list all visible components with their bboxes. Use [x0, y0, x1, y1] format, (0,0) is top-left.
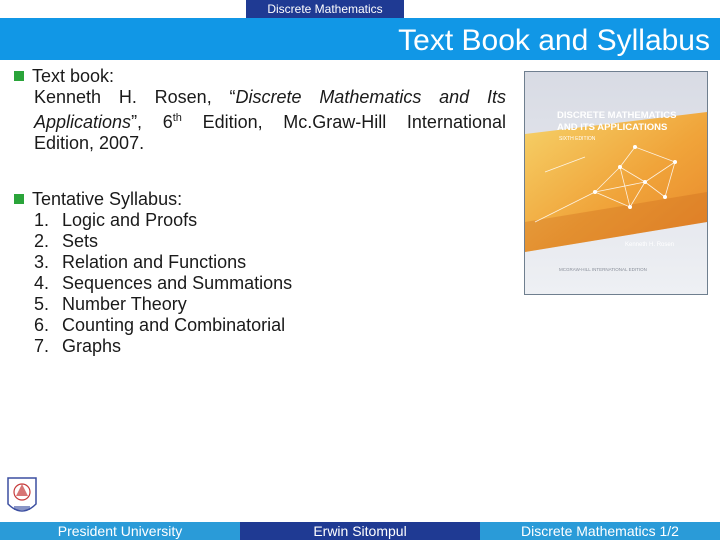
footer-bar	[0, 522, 720, 540]
square-bullet-icon	[14, 194, 24, 204]
syllabus-item-text: Graphs	[62, 336, 122, 356]
square-bullet-icon	[14, 71, 24, 81]
cover-title-line2: AND ITS APPLICATIONS	[557, 122, 668, 133]
textbook-edition-sup: th	[172, 112, 182, 124]
syllabus-item-text: Sequences and Summations	[62, 273, 293, 293]
textbook-title: Discrete Mathematics and Its Applications	[34, 87, 506, 132]
syllabus-label: Tentative Syllabus:	[32, 189, 183, 209]
syllabus-list	[14, 210, 514, 357]
syllabus-item-number: 5.	[34, 294, 50, 314]
university-seal-icon	[4, 474, 40, 520]
syllabus-item-number: 7.	[34, 336, 50, 356]
syllabus-item-text: Relation and Functions	[62, 252, 247, 272]
syllabus-item-text: Number Theory	[62, 294, 187, 314]
syllabus-item-number: 1.	[34, 210, 50, 230]
syllabus-item-text: Counting and Combinatorial	[62, 315, 286, 335]
syllabus-item	[34, 294, 514, 315]
cover-publisher: MCGRAW-HILL INTERNATIONAL EDITION	[559, 267, 647, 272]
footer-university: President University	[0, 522, 240, 540]
syllabus-item	[34, 273, 514, 294]
syllabus-item-text: Sets	[62, 231, 99, 251]
slide-title: Text Book and Syllabus	[398, 24, 710, 57]
syllabus-bullet	[14, 189, 514, 210]
cover-title-line1: DISCRETE MATHEMATICS	[557, 110, 677, 121]
syllabus-section	[14, 189, 514, 357]
textbook-author: Kenneth H. Rosen, “	[34, 87, 236, 107]
syllabus-item-number: 2.	[34, 231, 50, 251]
textbook-label: Text book:	[32, 66, 115, 86]
footer-page-info: Discrete Mathematics 1/2	[480, 522, 720, 540]
syllabus-item-text: Logic and Proofs	[62, 210, 198, 230]
syllabus-item	[34, 315, 514, 336]
syllabus-item-number: 3.	[34, 252, 50, 272]
textbook-reference	[34, 87, 506, 154]
textbook-bullet	[14, 66, 514, 87]
footer-author: Erwin Sitompul	[240, 522, 480, 540]
slide-content	[14, 66, 514, 357]
book-cover-art	[525, 72, 707, 294]
syllabus-item	[34, 210, 514, 231]
university-logo	[4, 474, 40, 520]
syllabus-item-number: 6.	[34, 315, 50, 335]
course-name-tab: Discrete Mathematics	[246, 0, 404, 18]
syllabus-item	[34, 252, 514, 273]
syllabus-item-number: 4.	[34, 273, 50, 293]
textbook-edition-prefix: ”, 6	[131, 112, 173, 132]
syllabus-item	[34, 336, 514, 357]
syllabus-item	[34, 231, 514, 252]
book-cover-image	[524, 71, 708, 295]
cover-edition: SIXTH EDITION	[559, 136, 596, 142]
textbook-edition-rest: Edition, Mc.Graw-Hill International Edition, 2007.	[34, 112, 506, 153]
cover-author: Kenneth H. Rosen	[625, 242, 675, 248]
